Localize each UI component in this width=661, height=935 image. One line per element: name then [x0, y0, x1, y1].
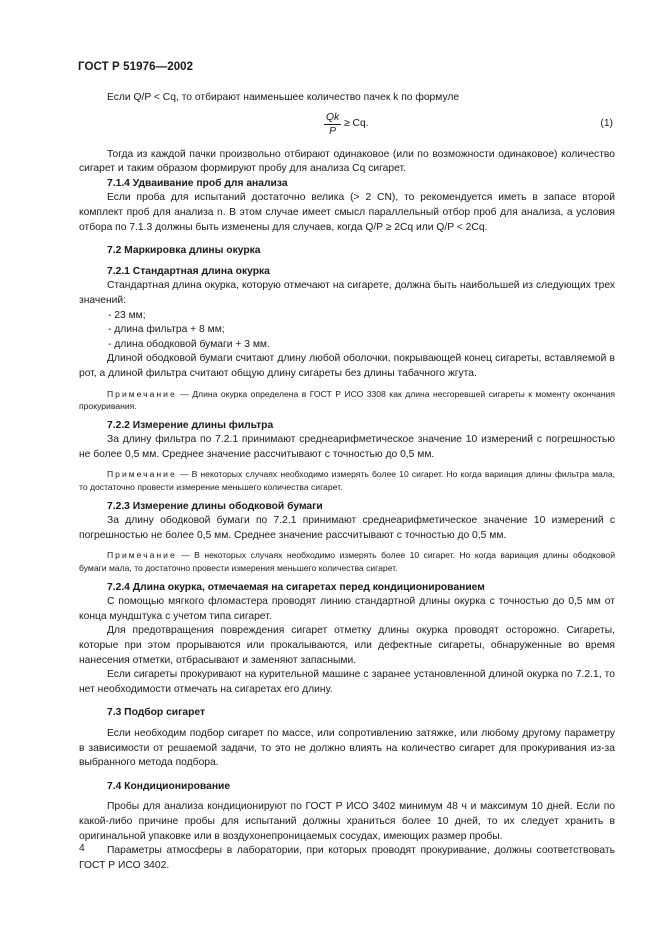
section-7-2-1-text-2: Длиной ободковой бумаги считают длину любой оболочки, покрывающей конец сигареты, вставляемой в рот, а длиной фильтра считают общую длину сигареты без длины табачного жгута.	[79, 353, 615, 379]
formula-1	[79, 110, 615, 148]
formula-fraction	[324, 111, 341, 138]
section-7-4-heading: 7.4 Кондиционирование	[107, 780, 231, 792]
list-item: - длина ободковой бумаги + 3 мм.	[108, 338, 270, 350]
section-7-2-4-paragraph: Если сигареты прокуривают на курительной машине с заранее установленной длиной окурка по 7.2.1, то нет необходимости отмечать на сигаретах его длину.	[79, 669, 615, 695]
note-text: — В некоторых случаях необходимо измерять более 10 сигарет. Но когда вариация длины ободковой бумаги мала, то достаточно провести измерения меньшего количества сигарет.	[79, 550, 615, 574]
note-text: — Длина окурка определена в ГОСТ Р ИСО 3308 как длина несгоревшей сигареты к моменту окончания прокуривания.	[79, 388, 615, 412]
section-7-3-heading: 7.3 Подбор сигарет	[107, 707, 206, 719]
section-7-3-text: Если необходим подбор сигарет по массе, или сопротивлению затяжке, или любому другому параметру в зависимости от решаемой задачи, то это не должно влиять на количество сигарет для прокуривания из-за выбранного метода подбора.	[79, 727, 615, 769]
section-7-4-paragraph: Пробы для анализа кондиционируют по ГОСТ Р ИСО 3402 минимум 48 ч и максимум 10 дней. Если по какой-либо причине пробы для испытаний должны храниться более 10 дней, то их следует хранить в оригинальной упаковке или в воздухонепроницаемых сосудах, имеющих размер пробы.	[79, 801, 615, 842]
note-label: Примечание	[107, 550, 177, 561]
document-header: ГОСТ Р 51976—2002	[78, 61, 194, 73]
section-7-2-4-paragraph: С помощью мягкого фломастера проводят линию стандартной длины окурка с точностью до 0,5 мм от конца мундштука с учетом типа сигарет.	[79, 596, 615, 622]
section-7-4-paragraph: Параметры атмосферы в лаборатории, при которых проводят прокуривание, должны соответствовать ГОСТ Р ИСО 3402.	[79, 845, 615, 871]
formula-denominator: P	[329, 125, 337, 137]
note-2	[79, 468, 615, 493]
list-item: - 23 мм;	[108, 309, 146, 321]
list-item: - длина фильтра + 8 мм;	[108, 324, 225, 336]
section-7-2-1-heading: 7.2.1 Стандартная длина окурка	[107, 265, 270, 277]
page-number: 4	[79, 843, 85, 854]
section-7-2-1-text: Стандартная длина окурка, которую отмечают на сигарете, должна быть наибольшей из следующих трех значений:	[79, 280, 615, 306]
section-7-2-3-heading: 7.2.3 Измерение длины ободковой бумаги	[107, 500, 323, 512]
after-formula-paragraph: Тогда из каждой пачки произвольно отбирают одинаковое (или по возможности одинаковое) количество сигарет и таким образом формируют пробу для анализа Cq сигарет.	[79, 148, 615, 175]
note-3	[79, 549, 615, 574]
section-7-2-4-heading: 7.2.4 Длина окурка, отмечаемая на сигаретах перед кондиционированием	[107, 581, 485, 593]
note-label: Примечание	[107, 388, 177, 399]
formula-numerator: Qk	[326, 111, 340, 123]
condition-paragraph: Если Q/P < Cq, то отбирают наименьшее количество пачек k по формуле	[107, 92, 460, 103]
section-7-2-4-paragraph: Для предотвращения повреждения сигарет отметку длины окурка проводят осторожно. Сигареты, которые при этом прорываются или прокалываются, или дефектные сигареты, обнаруженные во время нанесения отметки, отбрасывают и заменяют запасными.	[79, 625, 615, 666]
note-1	[79, 388, 615, 413]
section-7-2-2-heading: 7.2.2 Измерение длины фильтра	[107, 419, 274, 431]
formula-rest: ≥ Cq.	[344, 117, 369, 129]
section-7-2-3-text: За длину ободковой бумаги по 7.2.1 принимают среднеарифметическое значение 10 измерений с погрешностью не более 0,5 мм. Среднее значение рассчитывают с точностью до 0,5 мм.	[79, 515, 615, 541]
formula-number: (1)	[600, 117, 613, 129]
section-7-2-2-text: За длину фильтра по 7.2.1 принимают среднеарифметическое значение 10 измерений с погрешностью не более 0,5 мм. Среднее значение рассчитывают с точностью до 0,5 мм.	[79, 434, 615, 460]
page-content	[79, 91, 615, 873]
section-7-2-heading: 7.2 Маркировка длины окурка	[107, 245, 261, 257]
section-7-1-4-text: Если проба для испытаний достаточно велика (> 2 CN), то рекомендуется иметь в запасе второй комплект проб для анализа n. В этом случае имеет смысл параллельный отбор проб для анализа, а условия отбора по 7.1.3 должны быть изменены для случаев, когда Q/P ≥ 2Cq или Q/P < 2Cq.	[79, 192, 615, 233]
note-text: — В некоторых случаях необходимо измерять более 10 сигарет. Но когда вариация длины фильтра мала, то достаточно провести измерение меньшего количества сигарет.	[79, 469, 615, 493]
note-label: Примечание	[107, 469, 177, 480]
section-7-1-4-heading: 7.1.4 Удваивание проб для анализа	[107, 177, 288, 189]
